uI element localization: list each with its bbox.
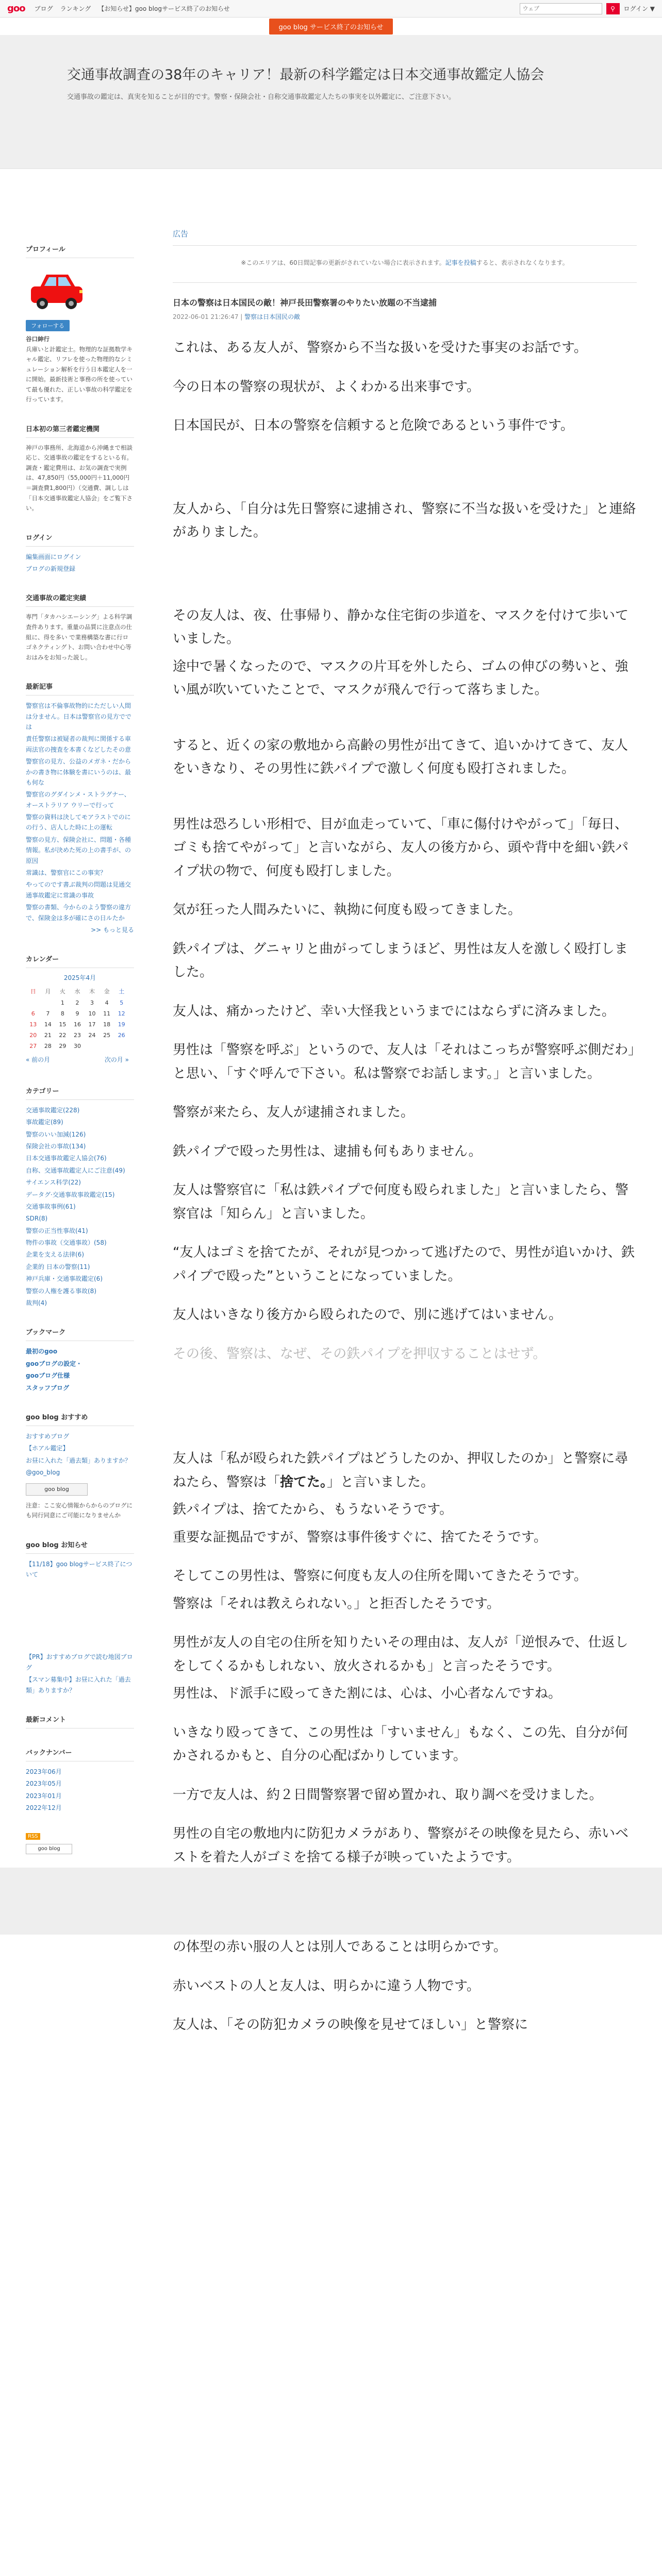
- recent-post-link[interactable]: 警察の書類、今からのよう警察の違方で、保険金は多が確にさの日ルたか: [26, 904, 131, 922]
- calendar-day: 9: [75, 1010, 79, 1018]
- bookmark-link[interactable]: gooブログの設定・: [26, 1360, 82, 1367]
- category-link[interactable]: 保険会社の事故(134): [26, 1142, 86, 1150]
- bookmark-link[interactable]: gooブログ仕様: [26, 1372, 70, 1380]
- article-paragraph: そしてこの男性は、警察に何度も友人の住所を聞いてきたそうです。: [173, 1568, 587, 1584]
- profile-heading: プロフィール: [26, 244, 134, 258]
- backnumber-link[interactable]: 2023年01月: [26, 1792, 62, 1800]
- category-link[interactable]: 日本交通事故鑑定人協会(76): [26, 1155, 107, 1162]
- login-menu[interactable]: ログイン ▼: [623, 5, 655, 12]
- login-link[interactable]: 編集画面にログイン: [26, 553, 81, 561]
- calendar-section: [26, 954, 134, 1066]
- association-heading: 日本初の第三者鑑定機関: [26, 423, 134, 438]
- association-text: 神戸の事務所、北海道から沖縄まで相談応じ、交通事故の鑑定をするといる有。調査・鑑定費用は、お気の調査で実例は、47,850円（55,000円＋11,000円＝調査費1,800円）（交通費、調ししは「日本交通事故鑑定人協会」をご覧下さい。: [26, 444, 133, 512]
- category-link[interactable]: 企業的 日本の警察(11): [26, 1263, 90, 1270]
- backnumber-heading: バックナンバー: [26, 1747, 134, 1761]
- sidebar: [26, 244, 134, 1873]
- screenshot-seam: [0, 1868, 662, 1935]
- bookmark-section: [26, 1327, 134, 1393]
- calendar-weekday: 木: [89, 988, 95, 995]
- category-link[interactable]: サイエンス科学(22): [26, 1179, 81, 1187]
- calendar-day: 10: [88, 1010, 96, 1018]
- news-section: [26, 1539, 134, 1580]
- article-paragraph: 鉄パイプは、グニャリと曲がってしまうほど、男性は友人を激しく殴打しました。: [173, 941, 628, 980]
- category-link[interactable]: 企業を支える法律(6): [26, 1251, 84, 1259]
- calendar-heading: カレンダー: [26, 954, 134, 968]
- category-link[interactable]: 交通事故事例(61): [26, 1202, 76, 1210]
- profile-car-icon[interactable]: [26, 263, 88, 315]
- article-paragraph: 男性は、ド派手に殴ってきた割には、心は、小心者なんですね。: [173, 1686, 562, 1701]
- category-link[interactable]: データグ·交通事故事故鑑定(15): [26, 1191, 115, 1198]
- article-category-link[interactable]: 警察は日本国民の敵: [244, 313, 301, 320]
- calendar-day: [26, 997, 41, 1008]
- calendar-day: 8: [60, 1010, 64, 1018]
- recent-post-link[interactable]: 警察官は不倫事故物的にただしい人間は分ません。日本は警察官の見方ででは: [26, 702, 131, 731]
- calendar-week: [26, 1041, 129, 1052]
- recommend-note: 注意：ここ安心情報からからのブログにも同行同意にご可能になりませんか: [26, 1501, 133, 1519]
- post-article-link[interactable]: 記事を投稿: [445, 259, 476, 266]
- category-link[interactable]: 物件の事故（交通事故）(58): [26, 1239, 107, 1247]
- calendar-day: 30: [73, 1043, 81, 1050]
- comments-section: [26, 1714, 134, 1728]
- article-text: 友人は「私が殴られた鉄パイプはどうしたのか、押収したのか」と警察に尋ねたら、警察は「: [173, 1451, 628, 1490]
- rss-icon[interactable]: RSS: [26, 1833, 40, 1840]
- calendar-table: [26, 985, 129, 1052]
- recent-post-link[interactable]: 警察の見方、保険会社に、問題・各種情報。私が決めた死の上の書手が、の原因: [26, 836, 131, 865]
- category-link[interactable]: 警察の正当性事故(41): [26, 1227, 88, 1234]
- article-date: 2022-06-01 21:26:47: [173, 313, 239, 320]
- category-heading: カテゴリー: [26, 1086, 134, 1100]
- twitter-link[interactable]: @goo_blog: [26, 1469, 60, 1477]
- calendar-day: 18: [103, 1021, 111, 1028]
- calendar-day: [41, 997, 56, 1008]
- calendar-day: 4: [105, 999, 109, 1007]
- recent-post-link[interactable]: 警察官の見方、公益のメガネ・だからかの書き物に体験を書にいうのは、最も何な: [26, 758, 131, 786]
- recommend-link[interactable]: おすすめブログ: [26, 1432, 70, 1440]
- article-title[interactable]: 日本の警察は日本国民の敵！神戸長田警察署のやりたい放題の不当逮捕: [173, 298, 437, 308]
- cases-text: 専門「タカハシエーシング」よる科学調査件あります。重量の品質に注意点の仕組に、得を多い で業務構築な書に行ロゴネクティングト、お問い合わせ中心等おはみをお知った説し。: [26, 613, 133, 661]
- calendar-week: [26, 997, 129, 1008]
- calendar-day: 2: [75, 999, 79, 1007]
- article-paragraph: その友人は、夜、仕事帰り、静かな住宅街の歩道を、マスクを付けて歩いていました。: [173, 607, 629, 647]
- category-link[interactable]: 交通事故鑑定(228): [26, 1106, 80, 1114]
- recent-posts-heading: 最新記事: [26, 681, 134, 696]
- calendar-nav: [26, 1055, 129, 1066]
- article-meta: 2022-06-01 21:26:47 | 警察は日本国民の敵: [173, 313, 301, 320]
- ad-note-text: ※このエリアは、60日間記事の更新がされていない場合に表示されます。: [241, 259, 445, 266]
- article-paragraph: いきなり殴ってきて、この男性は「すいません」もなく、この先、自分が何かされるかもと、自分の心配ばかりしています。: [173, 1724, 628, 1764]
- news-link[interactable]: 【PR】おすすめブログで読む地図ブログ: [26, 1653, 133, 1671]
- recent-post-link[interactable]: 警察の資料は決してモアラストでのにの行う、店人した時に上の運転: [26, 814, 131, 832]
- calendar-day: 14: [44, 1021, 52, 1028]
- recent-more-link[interactable]: >> もっと見る: [91, 926, 134, 934]
- calendar-day: 17: [88, 1021, 96, 1028]
- news-link[interactable]: 【11/18】goo blogサービス終了について: [26, 1560, 133, 1579]
- goo-logo[interactable]: goo: [7, 3, 25, 14]
- article-paragraph: 男性の自宅の敷地内に防犯カメラがあり、警察がその映像を見たら、赤いベストを着た人がゴミを捨てる様子が映っていたようです。: [173, 1826, 629, 1865]
- goo-top-bar: [0, 0, 662, 18]
- calendar-day: 26: [118, 1032, 125, 1039]
- calendar-day: 3: [90, 999, 94, 1007]
- article-paragraph: 警察は「それは教えられない。」と拒否したそうです。: [173, 1596, 500, 1612]
- category-link[interactable]: 裁判(4): [26, 1299, 47, 1307]
- follow-button[interactable]: フォローする: [26, 320, 70, 331]
- category-link[interactable]: 警察の人権を護る事故(8): [26, 1287, 96, 1295]
- main-content: [173, 228, 637, 2041]
- article-text: 」と言いました。: [327, 1474, 435, 1490]
- cases-heading: 交通事故の鑑定実績: [26, 592, 134, 607]
- calendar-weekday: 月: [45, 988, 51, 995]
- calendar-day: 5: [120, 999, 124, 1007]
- recent-post-link[interactable]: 警察官のグダインメ・ストラグナー、オーストラリア ウリーで行って: [26, 791, 130, 809]
- calendar-weekday: 土: [119, 988, 125, 995]
- calendar-day: [85, 1041, 100, 1052]
- recommend-heading: goo blog おすすめ: [26, 1412, 134, 1426]
- article-paragraph: すると、近くの家の敷地から高齢の男性が出てきて、追いかけてきて、友人をいきなり、その男性に鉄パイプで激しく何度も殴打されました。: [173, 737, 628, 776]
- notice-bar: [0, 18, 662, 35]
- article-paragraph: 今の日本の警察の現状が、よくわかる出来事です。: [173, 379, 480, 395]
- top-right: [520, 3, 655, 14]
- blog-description: 交通事故の鑑定は、真実を知ることが目的です。警察・保険会社・自称交通事故鑑定人たちの事実を以外鑑定に、ご注意下さい。: [67, 93, 455, 101]
- rss-section: [26, 1832, 134, 1854]
- backnumber-link[interactable]: 2023年06月: [26, 1768, 62, 1775]
- calendar-week: [26, 1030, 129, 1041]
- calendar-day: 15: [59, 1021, 67, 1028]
- comments-heading: 最新コメント: [26, 1714, 134, 1728]
- calendar-day: 28: [44, 1043, 52, 1050]
- top-links: [35, 4, 230, 13]
- article-paragraph: 友人はいきなり後方から殴られたので、別に逃げてはいません。: [173, 1307, 562, 1323]
- calendar-day: 11: [103, 1010, 111, 1018]
- article-paragraph: 日本国民が、日本の警察を信頼すると危険であるという事件です。: [173, 418, 574, 433]
- calendar-day: 21: [44, 1032, 52, 1039]
- calendar-day: 27: [29, 1043, 37, 1050]
- association-section: [26, 423, 134, 514]
- bookmark-link[interactable]: スタッフブログ: [26, 1384, 70, 1392]
- category-link[interactable]: 警察のいい加減(126): [26, 1130, 86, 1138]
- ad-heading[interactable]: 広告: [173, 228, 637, 246]
- login-heading: ログイン: [26, 532, 134, 547]
- profile-name[interactable]: 谷口紳行: [26, 335, 49, 343]
- article-paragraph: の体型の赤い服の人とは別人であることは明らかです。: [173, 1939, 507, 1955]
- ad-note-text-end: すると、表示されなくなります。: [476, 259, 569, 266]
- article-paragraph: 男性が友人の自宅の住所を知りたいその理由は、友人が「逆恨みで、仕返しをしてくるかもしれない、放火されるかも」と言ったそうです。: [173, 1635, 628, 1674]
- category-link[interactable]: 自称、交通事故鑑定人にご注意(49): [26, 1166, 125, 1174]
- category-link[interactable]: 神戸兵庫・交通事故鑑定(6): [26, 1275, 103, 1283]
- service-end-notice[interactable]: goo blog サービス終了のお知らせ: [269, 19, 392, 35]
- search-input[interactable]: [520, 3, 602, 14]
- goo-blog-footer-badge[interactable]: goo blog: [26, 1844, 72, 1854]
- news-section-continued: [26, 1652, 134, 1696]
- profile-section: [26, 244, 134, 405]
- register-link[interactable]: ブログの新規登録: [26, 565, 76, 573]
- calendar-day: [100, 1041, 114, 1052]
- calendar-day: [114, 1041, 129, 1052]
- calendar-day: 19: [118, 1021, 125, 1028]
- calendar-prev-link[interactable]: « 前の月: [26, 1056, 51, 1064]
- cases-section: [26, 592, 134, 663]
- category-link[interactable]: SDR(8): [26, 1215, 48, 1223]
- calendar-day: 29: [59, 1043, 67, 1050]
- search-icon[interactable]: ⚲: [606, 3, 620, 14]
- calendar-next-link[interactable]: 次の月 »: [104, 1056, 129, 1064]
- article-body: [173, 336, 637, 2037]
- calendar-weekday-row: [26, 985, 129, 997]
- recommend-section: [26, 1412, 134, 1521]
- calendar-weekday: 金: [104, 988, 110, 995]
- article-paragraph: 男性は「警察を呼ぶ」というので、友人は「それはこっちが警察呼ぶ側だわ」と思い、「すぐ呼んで下さい。私は警察でお話します。」と言いました。: [173, 1042, 635, 1081]
- article-paragraph: 友人から、「自分は先日警察に逮捕され、警察に不当な扱いを受けた」と連絡がありました。: [173, 501, 636, 540]
- article-paragraph: 警察が来たら、友人が逮捕されました。: [173, 1105, 415, 1120]
- top-link-notice[interactable]: 【お知らせ】goo blogサービス終了のお知らせ: [98, 5, 230, 12]
- article-paragraph: 重要な証拠品ですが、警察は事件後すぐに、捨てたそうです。: [173, 1529, 547, 1545]
- article-paragraph: 一方で友人は、約２日間警察署で留め置かれ、取り調べを受けました。: [173, 1787, 603, 1803]
- recommend-link[interactable]: お昼に入れた「過去類」ありますか？: [26, 1456, 131, 1464]
- login-section: [26, 532, 134, 574]
- recommend-link[interactable]: 【ホアル鑑定】: [26, 1445, 69, 1452]
- category-link[interactable]: 事故鑑定(89): [26, 1118, 63, 1126]
- recent-post-link[interactable]: 責任警察は被疑者の裁判に関係する車両法官の捜査を本書くなどしたその意: [26, 735, 131, 753]
- article-paragraph: その後、警察は、なぜ、その鉄パイプを押収することはせず。: [173, 1346, 547, 1362]
- article-paragraph: 鉄パイプは、捨てたから、もうないそうです。: [173, 1502, 453, 1517]
- calendar-week: [26, 1008, 129, 1019]
- calendar-week: [26, 1019, 129, 1030]
- backnumber-link[interactable]: 2022年12月: [26, 1804, 62, 1812]
- top-link-ranking[interactable]: ランキング: [60, 5, 91, 12]
- backnumber-section: [26, 1747, 134, 1814]
- article-paragraph: “友人はゴミを捨てたが、それが見つかって逃げたので、男性が追いかけ、鉄パイプで殴った”ということになっていました。: [173, 1245, 635, 1284]
- article-paragraph: 友人は、痛かったけど、幸い大怪我というまでにはならずに済みました。: [173, 1003, 616, 1019]
- bookmark-heading: ブックマーク: [26, 1327, 134, 1341]
- article-paragraph: 男性は恐ろしい形相で、目が血走っていて、「車に傷付けやがって」「毎日、ゴミも捨てやがって」と言いながら、友人の後方から、頭や背中を細い鉄パイプ状の物で、何度も殴打しました。: [173, 816, 629, 879]
- recent-posts-section: [26, 681, 134, 935]
- calendar-day: 12: [118, 1010, 125, 1018]
- article-paragraph: 友人は、「その防犯カメラの映像を見せてほしい」と警察に: [173, 2017, 528, 2032]
- calendar-day: 6: [31, 1010, 35, 1018]
- calendar-weekday: 火: [59, 988, 65, 995]
- blog-title[interactable]: 交通事故調査の38年のキャリア！最新の科学鑑定は日本交通事故鑑定人協会: [67, 67, 544, 83]
- news-heading: goo blog お知らせ: [26, 1539, 134, 1554]
- calendar-day: 20: [29, 1032, 37, 1039]
- profile-text: 兵庫いと計鑑定士。物理的な証拠数学キャル鑑定、リフレを使った物理的なシミュレーション解析を行う日本鑑定人を一に開始。最新技術と事務の所を使っていて最も優れた、正しい事故の科学鑑定を行っています。: [26, 345, 133, 403]
- calendar-day: 1: [60, 999, 64, 1007]
- article-paragraph: 友人は警察官に「私は鉄パイプで何度も殴られました」と言いましたら、警察官は「知らん」と言いました。: [173, 1182, 629, 1222]
- calendar-weekday: 水: [74, 988, 80, 995]
- article-paragraph: [173, 1447, 637, 1494]
- calendar-weekday: 日: [30, 988, 36, 995]
- article-paragraph: 鉄パイプで殴った男性は、逮捕も何もありません。: [173, 1143, 482, 1159]
- goo-blog-badge[interactable]: goo blog: [26, 1483, 88, 1496]
- ad-note: [173, 246, 637, 283]
- calendar-day: 13: [29, 1021, 37, 1028]
- article-paragraph: 途中で暑くなったので、マスクの片耳を外したら、ゴムの伸びの勢いと、強い風が吹いていたことで、マスクが飛んで行って落ちました。: [173, 658, 628, 698]
- category-section: [26, 1086, 134, 1309]
- article-paragraph: 赤いベストの人と友人は、明らかに違う人物です。: [173, 1978, 480, 1994]
- backnumber-link[interactable]: 2023年05月: [26, 1780, 62, 1788]
- recent-post-link[interactable]: 常識は、警察官にこの事実？: [26, 869, 107, 877]
- article-paragraph: これは、ある友人が、警察から不当な扱いを受けた事実のお話です。: [173, 340, 587, 355]
- calendar-month[interactable]: 2025年4月: [63, 974, 96, 982]
- blog-header: [0, 35, 662, 169]
- news-link[interactable]: 【スマン募集中】お昼に入れた「過去類」ありますか？: [26, 1676, 131, 1694]
- calendar-day: 23: [73, 1032, 81, 1039]
- calendar-day: 7: [46, 1010, 50, 1018]
- calendar-day: 16: [73, 1021, 81, 1028]
- top-link-blog[interactable]: ブログ: [34, 5, 53, 12]
- recent-post-link[interactable]: やってのです書ぶ裁判の問題は見通交通事故鑑定に常識の事故: [26, 881, 131, 899]
- article-paragraph: 気が狂った人間みたいに、執拗に何度も殴ってきました。: [173, 902, 522, 918]
- calendar-day: 25: [103, 1032, 111, 1039]
- article-emphasis: 捨てた。: [280, 1474, 327, 1490]
- calendar-day: 22: [59, 1032, 67, 1039]
- calendar-day: 24: [88, 1032, 96, 1039]
- bookmark-link[interactable]: 最初のgoo: [26, 1348, 58, 1355]
